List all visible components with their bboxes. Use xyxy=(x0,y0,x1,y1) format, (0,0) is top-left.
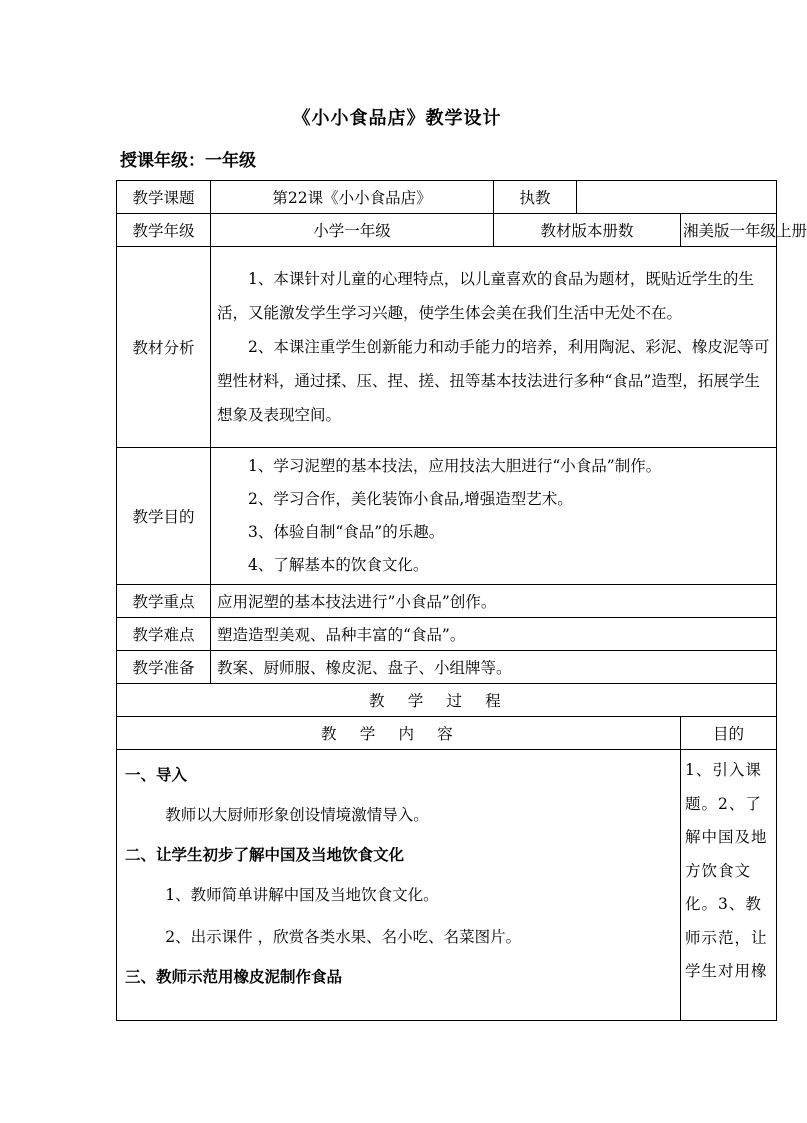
lesson-plan-table xyxy=(116,180,807,1021)
row-process-header xyxy=(117,684,777,717)
analysis-paragraph-1: 1、本课针对儿童的心理特点，以儿童喜欢的食品为题材，既贴近学生的生活，又能激发学生学习兴趣，使学生体会美在我们生活中无处不在。 xyxy=(217,270,754,322)
row-process-content xyxy=(117,750,777,1021)
document-title: 《小小食品店》教学设计 xyxy=(292,108,502,129)
label-teacher: 执教 xyxy=(494,181,577,214)
value-preparation: 教案、厨师服、橡皮泥、盘子、小组牌等。 xyxy=(211,651,777,684)
label-edition: 教材版本册数 xyxy=(494,214,681,247)
section-2-title: 二、让学生初步了解中国及当地饮食文化 xyxy=(125,845,405,864)
label-goals: 教学目的 xyxy=(117,448,211,585)
section-1-title: 一、导入 xyxy=(125,765,188,784)
purpose-text: 1、引入课题。2、了解中国及地方饮食文化。3、教师示范，让学生对用橡 xyxy=(681,750,777,1021)
row-topic xyxy=(117,181,777,214)
row-goals xyxy=(117,448,777,585)
value-goals xyxy=(211,448,777,585)
analysis-paragraph-2: 2、本课注重学生创新能力和动手能力的培养，利用陶泥、彩泥、橡皮泥等可塑性材料，通过揉、压、捏、搓、扭等基本技法进行多种“食品”造型，拓展学生想象及表现空间。 xyxy=(217,338,770,424)
label-grade: 教学年级 xyxy=(117,214,211,247)
purpose-header: 目的 xyxy=(681,717,777,750)
row-content-header xyxy=(117,717,777,750)
row-grade xyxy=(117,214,777,247)
goal-item-4: 4、了解基本的饮食文化。 xyxy=(248,556,429,574)
value-edition: 湘美版一年级上册 xyxy=(681,214,777,247)
section-1-text: 教师以大厨师形象创设情境激情导入。 xyxy=(165,806,429,824)
goal-item-3: 3、体验自制“食品”的乐趣。 xyxy=(248,523,445,541)
row-preparation xyxy=(117,651,777,684)
value-analysis xyxy=(211,247,777,448)
process-header: 教学过程 xyxy=(117,684,777,717)
row-difficulty xyxy=(117,618,777,651)
content-header: 教学内容 xyxy=(117,717,681,750)
value-topic: 第22课《小小食品店》 xyxy=(211,181,494,214)
label-key-point: 教学重点 xyxy=(117,585,211,618)
row-analysis xyxy=(117,247,777,448)
goal-item-1: 1、学习泥塑的基本技法，应用技法大胆进行“小食品”制作。 xyxy=(248,457,662,475)
label-preparation: 教学准备 xyxy=(117,651,211,684)
value-difficulty: 塑造造型美观、品种丰富的“食品”。 xyxy=(211,618,777,651)
goal-item-2: 2、学习合作，美化装饰小食品,增强造型艺术。 xyxy=(248,490,573,508)
section-2-item-1: 1、教师简单讲解中国及当地饮食文化。 xyxy=(165,886,439,904)
section-2-item-2: 2、出示课件 ，欣赏各类水果、名小吃、名菜图片。 xyxy=(165,928,522,946)
value-key-point: 应用泥塑的基本技法进行”小食品”创作。 xyxy=(211,585,777,618)
label-analysis: 教材分析 xyxy=(117,247,211,448)
value-grade: 小学一年级 xyxy=(211,214,494,247)
row-key-point xyxy=(117,585,777,618)
label-difficulty: 教学难点 xyxy=(117,618,211,651)
section-3-title: 三、教师示范用橡皮泥制作食品 xyxy=(125,967,343,986)
label-topic: 教学课题 xyxy=(117,181,211,214)
grade-line: 授课年级：一年级 xyxy=(120,151,256,171)
process-content xyxy=(117,750,681,1021)
value-teacher xyxy=(577,181,777,214)
